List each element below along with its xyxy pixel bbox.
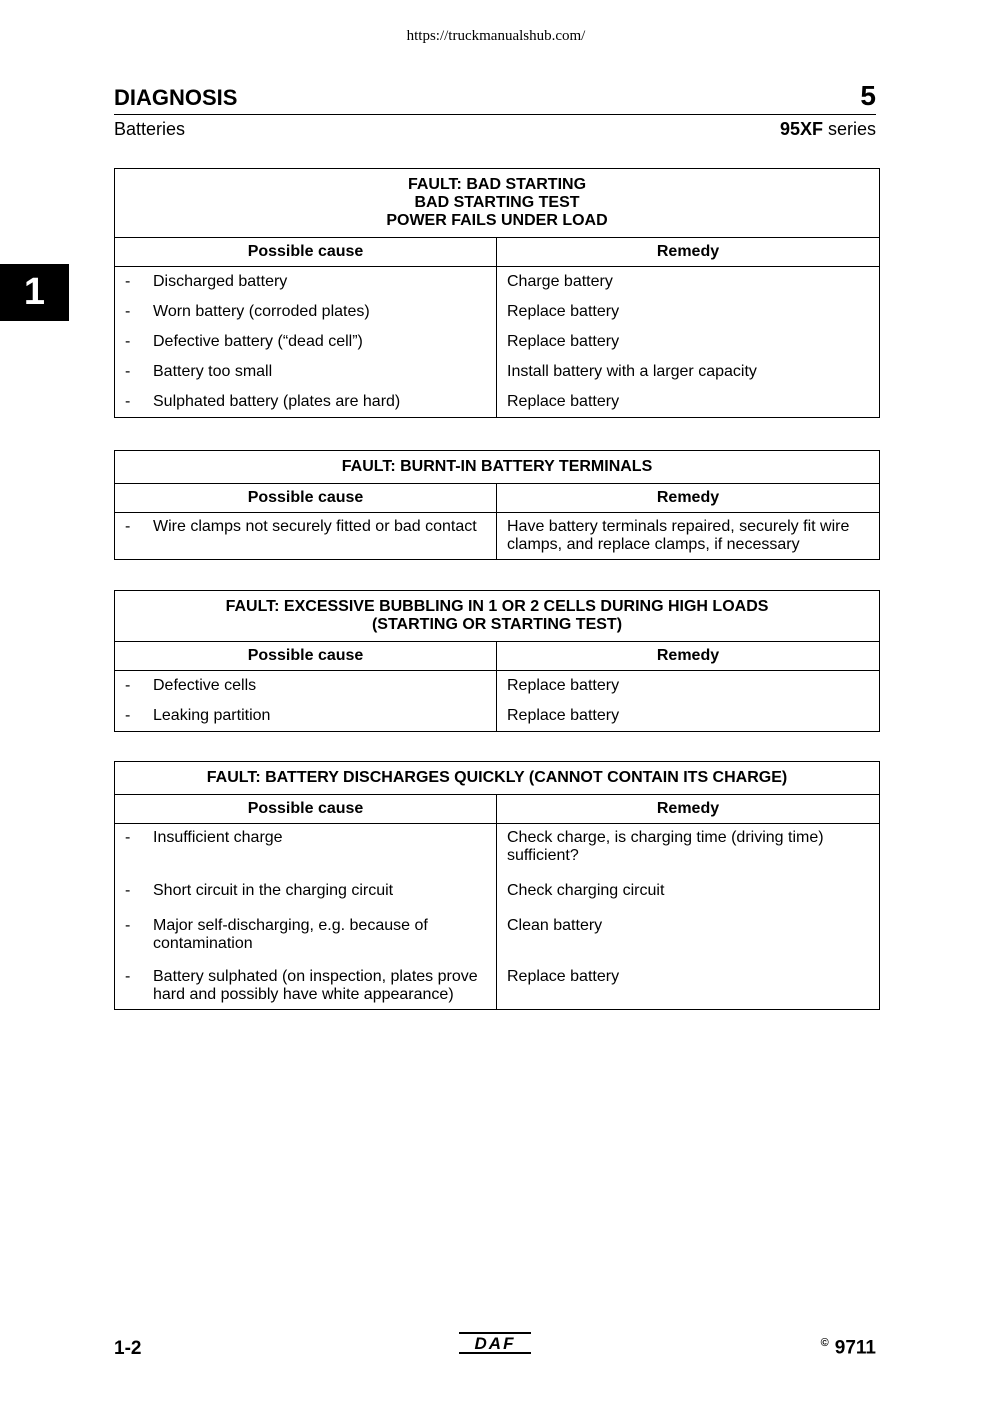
row-dash: -: [125, 273, 131, 290]
remedy-cell: Check charge, is charging time (driving time) sufficient?: [507, 829, 824, 864]
chapter-number: 5: [860, 80, 876, 111]
fault-table-bad-starting: [114, 168, 880, 418]
header-rule: [114, 114, 876, 115]
row-dash: -: [125, 917, 131, 934]
remedy-cell: Replace battery: [507, 707, 620, 724]
remedy-cell: Install battery with a larger capacity: [507, 363, 757, 380]
cause-cell: Defective battery (“dead cell”): [153, 333, 363, 350]
page-title: DIAGNOSIS: [114, 85, 238, 110]
series-label: [780, 119, 876, 140]
table-row: [115, 267, 879, 297]
cause-cell: Discharged battery: [153, 273, 288, 290]
remedy-cell: Replace battery: [507, 968, 620, 985]
copyright-symbol: ©: [820, 1337, 829, 1349]
table-row: [115, 877, 879, 912]
section-tab-marker: 1: [0, 264, 69, 321]
cause-cell: Wire clamps not securely fitted or bad contact: [153, 518, 477, 535]
cause-cell: Worn battery (corroded plates): [153, 303, 370, 320]
row-dash: -: [125, 333, 131, 350]
cause-cell: Battery too small: [153, 363, 273, 380]
fault-table-title: [115, 451, 879, 484]
section-subtitle: Batteries: [114, 119, 186, 139]
logo-text: DAF: [474, 1334, 516, 1353]
footer-copyright: [821, 1337, 876, 1359]
daf-logo: [459, 1332, 531, 1356]
fault-title-line: BAD STARTING TEST: [414, 194, 580, 211]
remedy-cell: Check charging circuit: [507, 882, 665, 899]
row-dash: -: [125, 363, 131, 380]
table-row: [115, 297, 879, 327]
column-header-cause: Possible cause: [115, 238, 497, 266]
column-header-row: [115, 795, 879, 824]
document-code: 9711: [834, 1337, 876, 1359]
fault-title-line: FAULT: BAD STARTING: [407, 176, 587, 193]
remedy-cell: Have battery terminals repaired, securely fit wire clamps, and replace clamps, if necessary: [507, 518, 850, 553]
fault-table-excessive-bubbling: [114, 590, 880, 732]
table-row: [115, 963, 879, 1009]
column-header-remedy: Remedy: [656, 800, 720, 817]
table-row: [115, 513, 879, 559]
remedy-cell: Replace battery: [507, 303, 620, 320]
fault-title-line: FAULT: BATTERY DISCHARGES QUICKLY (CANNOT CONTAIN ITS CHARGE): [206, 769, 788, 786]
source-url[interactable]: https://truckmanualshub.com/: [406, 28, 586, 44]
row-dash: -: [125, 303, 131, 320]
fault-title-line: FAULT: EXCESSIVE BUBBLING IN 1 OR 2 CELLS DURING HIGH LOADS: [225, 598, 769, 615]
fault-table-title: [115, 591, 879, 642]
remedy-cell: Charge battery: [507, 273, 613, 290]
table-row: [115, 327, 879, 357]
cause-cell: Battery sulphated (on inspection, plates prove hard and possibly have white appearance): [153, 968, 478, 1003]
table-row: [115, 912, 879, 963]
fault-table-burnt-in-terminals: [114, 450, 880, 560]
column-header-remedy: Remedy: [656, 243, 720, 260]
table-row: [115, 824, 879, 877]
fault-title-line: FAULT: BURNT-IN BATTERY TERMINALS: [341, 458, 653, 475]
row-dash: -: [125, 882, 131, 899]
column-header-remedy: Remedy: [656, 489, 720, 506]
column-header-row: [115, 484, 879, 513]
table-row: [115, 701, 879, 731]
row-dash: -: [125, 518, 131, 535]
cause-cell: Major self-discharging, e.g. because of contamination: [153, 917, 428, 952]
remedy-cell: Replace battery: [507, 677, 620, 694]
fault-title-line: (STARTING OR STARTING TEST): [371, 616, 623, 633]
cause-cell: Defective cells: [153, 677, 257, 694]
table-row: [115, 671, 879, 701]
fault-title-line: POWER FAILS UNDER LOAD: [386, 212, 608, 229]
cause-cell: Insufficient charge: [153, 829, 283, 846]
cause-cell: Short circuit in the charging circuit: [153, 882, 394, 899]
column-header-cause: Possible cause: [115, 484, 497, 512]
column-header-cause: Possible cause: [115, 795, 497, 823]
table-row: [115, 387, 879, 417]
column-header-row: [115, 642, 879, 671]
page-number: 1-2: [114, 1338, 142, 1359]
table-row: [115, 357, 879, 387]
fault-table-title: [115, 762, 879, 795]
column-header-remedy: Remedy: [656, 647, 720, 664]
column-header-cause: Possible cause: [115, 642, 497, 670]
cause-cell: Sulphated battery (plates are hard): [153, 393, 401, 410]
row-dash: -: [125, 707, 131, 724]
remedy-cell: Replace battery: [507, 393, 620, 410]
remedy-cell: Replace battery: [507, 333, 620, 350]
column-header-row: [115, 238, 879, 267]
row-dash: -: [125, 968, 131, 985]
cause-cell: Leaking partition: [153, 707, 271, 724]
row-dash: -: [125, 677, 131, 694]
remedy-cell: Clean battery: [507, 917, 603, 934]
series-model: 95XF: [779, 119, 823, 139]
row-dash: -: [125, 393, 131, 410]
fault-table-title: [115, 169, 879, 238]
series-word: series: [827, 119, 876, 139]
fault-table-discharges-quickly: [114, 761, 880, 1010]
row-dash: -: [125, 829, 131, 846]
